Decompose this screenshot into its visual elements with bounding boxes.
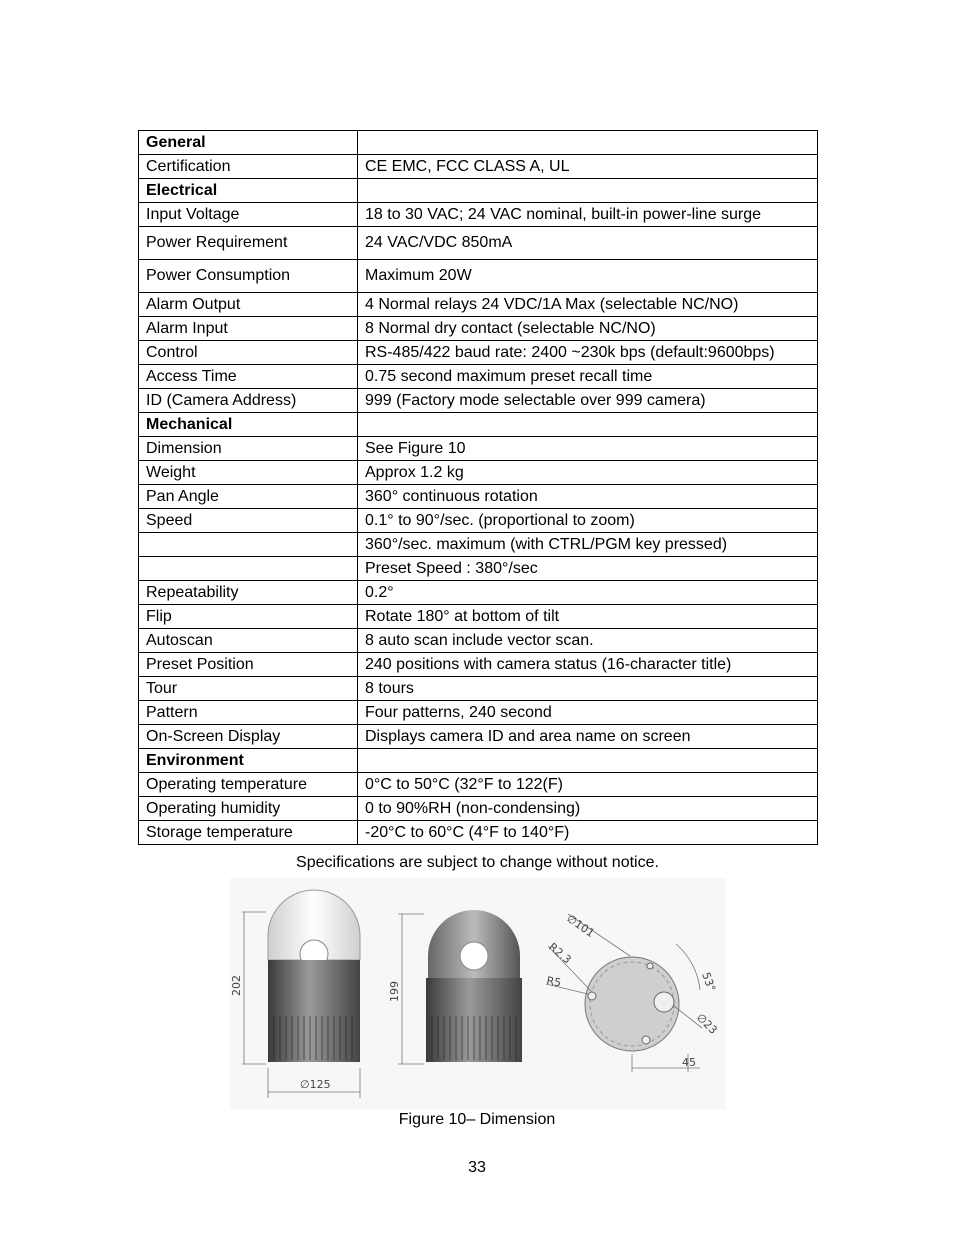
- spec-row: [139, 533, 818, 557]
- spec-row: [139, 365, 818, 389]
- spec-row: [139, 260, 818, 293]
- height-side-label: 199: [388, 981, 401, 1002]
- spec-label: Access Time: [139, 365, 358, 389]
- radius-b-label: R5: [545, 974, 563, 990]
- spec-label: [139, 533, 358, 557]
- side-view: [388, 910, 522, 1064]
- spec-label: Pattern: [139, 701, 358, 725]
- spec-value: [358, 413, 818, 437]
- spec-row: [139, 317, 818, 341]
- page-number: 33: [468, 1159, 486, 1176]
- spec-label: Control: [139, 341, 358, 365]
- section-row: [139, 179, 818, 203]
- spec-value: 0 to 90%RH (non-condensing): [358, 797, 818, 821]
- spec-value: 240 positions with camera status (16-character title): [358, 653, 818, 677]
- spec-row: [139, 581, 818, 605]
- radius-a-label: R2.3: [546, 940, 574, 967]
- spec-value: Rotate 180° at bottom of tilt: [358, 605, 818, 629]
- spec-label: Operating humidity: [139, 797, 358, 821]
- spec-value: Preset Speed : 380°/sec: [358, 557, 818, 581]
- section-row: [139, 749, 818, 773]
- section-heading: General: [139, 131, 358, 155]
- spec-value: [358, 131, 818, 155]
- spec-row: [139, 629, 818, 653]
- spec-row: [139, 203, 818, 227]
- spec-label: Weight: [139, 461, 358, 485]
- spec-row: [139, 227, 818, 260]
- spec-value: 999 (Factory mode selectable over 999 camera): [358, 389, 818, 413]
- spec-label: Input Voltage: [139, 203, 358, 227]
- spec-table: [138, 130, 818, 845]
- spec-value: RS-485/422 baud rate: 2400 ~230k bps (default:9600bps): [358, 341, 818, 365]
- spec-label: Speed: [139, 509, 358, 533]
- spec-value: 8 auto scan include vector scan.: [358, 629, 818, 653]
- spec-value: 0.1° to 90°/sec. (proportional to zoom): [358, 509, 818, 533]
- spec-label: Alarm Output: [139, 293, 358, 317]
- spec-table-body: [139, 131, 818, 845]
- spec-label: Repeatability: [139, 581, 358, 605]
- base-diameter-label: ∅125: [300, 1078, 331, 1091]
- spec-row: [139, 293, 818, 317]
- spec-label: Autoscan: [139, 629, 358, 653]
- spec-value: 8 Normal dry contact (selectable NC/NO): [358, 317, 818, 341]
- spec-value: Four patterns, 240 second: [358, 701, 818, 725]
- height-front-label: 202: [230, 975, 243, 996]
- spec-label: Flip: [139, 605, 358, 629]
- spec-label: ID (Camera Address): [139, 389, 358, 413]
- section-heading: Environment: [139, 749, 358, 773]
- spec-label: Alarm Input: [139, 317, 358, 341]
- top-diameter-label: ∅101: [564, 911, 597, 940]
- spec-label: Pan Angle: [139, 485, 358, 509]
- spec-label: Operating temperature: [139, 773, 358, 797]
- spec-value: 18 to 30 VAC; 24 VAC nominal, built-in power-line surge: [358, 203, 818, 227]
- spec-value: Maximum 20W: [358, 260, 818, 293]
- spec-label: [139, 557, 358, 581]
- dimension-drawing: [230, 878, 726, 1110]
- spec-row: [139, 341, 818, 365]
- spec-row: [139, 509, 818, 533]
- spec-label: Preset Position: [139, 653, 358, 677]
- spec-value: [358, 179, 818, 203]
- spec-value: -20°C to 60°C (4°F to 140°F): [358, 821, 818, 845]
- section-heading: Electrical: [139, 179, 358, 203]
- spec-value: CE EMC, FCC CLASS A, UL: [358, 155, 818, 179]
- spec-label: Dimension: [139, 437, 358, 461]
- spec-label: Storage temperature: [139, 821, 358, 845]
- section-row: [139, 413, 818, 437]
- spec-value: 0°C to 50°C (32°F to 122(F): [358, 773, 818, 797]
- angle-label: 53°: [699, 970, 719, 994]
- spec-value: 360° continuous rotation: [358, 485, 818, 509]
- spec-row: [139, 773, 818, 797]
- bottom-view: [545, 912, 719, 1072]
- dimension-figure: [230, 878, 726, 1110]
- front-view: [230, 890, 360, 1098]
- spec-value: Displays camera ID and area name on screen: [358, 725, 818, 749]
- spec-row: [139, 389, 818, 413]
- spec-label: Power Requirement: [139, 227, 358, 260]
- spec-label: Tour: [139, 677, 358, 701]
- spec-row: [139, 677, 818, 701]
- spec-row: [139, 437, 818, 461]
- spec-value: Approx 1.2 kg: [358, 461, 818, 485]
- figure-caption: Figure 10– Dimension: [398, 1111, 556, 1128]
- section-row: [139, 131, 818, 155]
- offset-label: 45: [682, 1056, 696, 1069]
- spec-value: [358, 749, 818, 773]
- section-heading: Mechanical: [139, 413, 358, 437]
- spec-label: Certification: [139, 155, 358, 179]
- spec-row: [139, 605, 818, 629]
- spec-value: See Figure 10: [358, 437, 818, 461]
- spec-label: Power Consumption: [139, 260, 358, 293]
- spec-label: On-Screen Display: [139, 725, 358, 749]
- spec-row: [139, 485, 818, 509]
- spec-row: [139, 701, 818, 725]
- hole-diameter-label: ∅23: [693, 1010, 720, 1037]
- spec-row: [139, 155, 818, 179]
- spec-row: [139, 461, 818, 485]
- spec-row: [139, 557, 818, 581]
- spec-value: 360°/sec. maximum (with CTRL/PGM key pressed): [358, 533, 818, 557]
- spec-row: [139, 797, 818, 821]
- spec-value: 4 Normal relays 24 VDC/1A Max (selectable NC/NO): [358, 293, 818, 317]
- spec-value: 0.75 second maximum preset recall time: [358, 365, 818, 389]
- spec-row: [139, 821, 818, 845]
- spec-row: [139, 725, 818, 749]
- spec-note: Specifications are subject to change without notice.: [296, 854, 659, 871]
- spec-value: 8 tours: [358, 677, 818, 701]
- spec-value: 24 VAC/VDC 850mA: [358, 227, 818, 260]
- spec-row: [139, 653, 818, 677]
- spec-value: 0.2°: [358, 581, 818, 605]
